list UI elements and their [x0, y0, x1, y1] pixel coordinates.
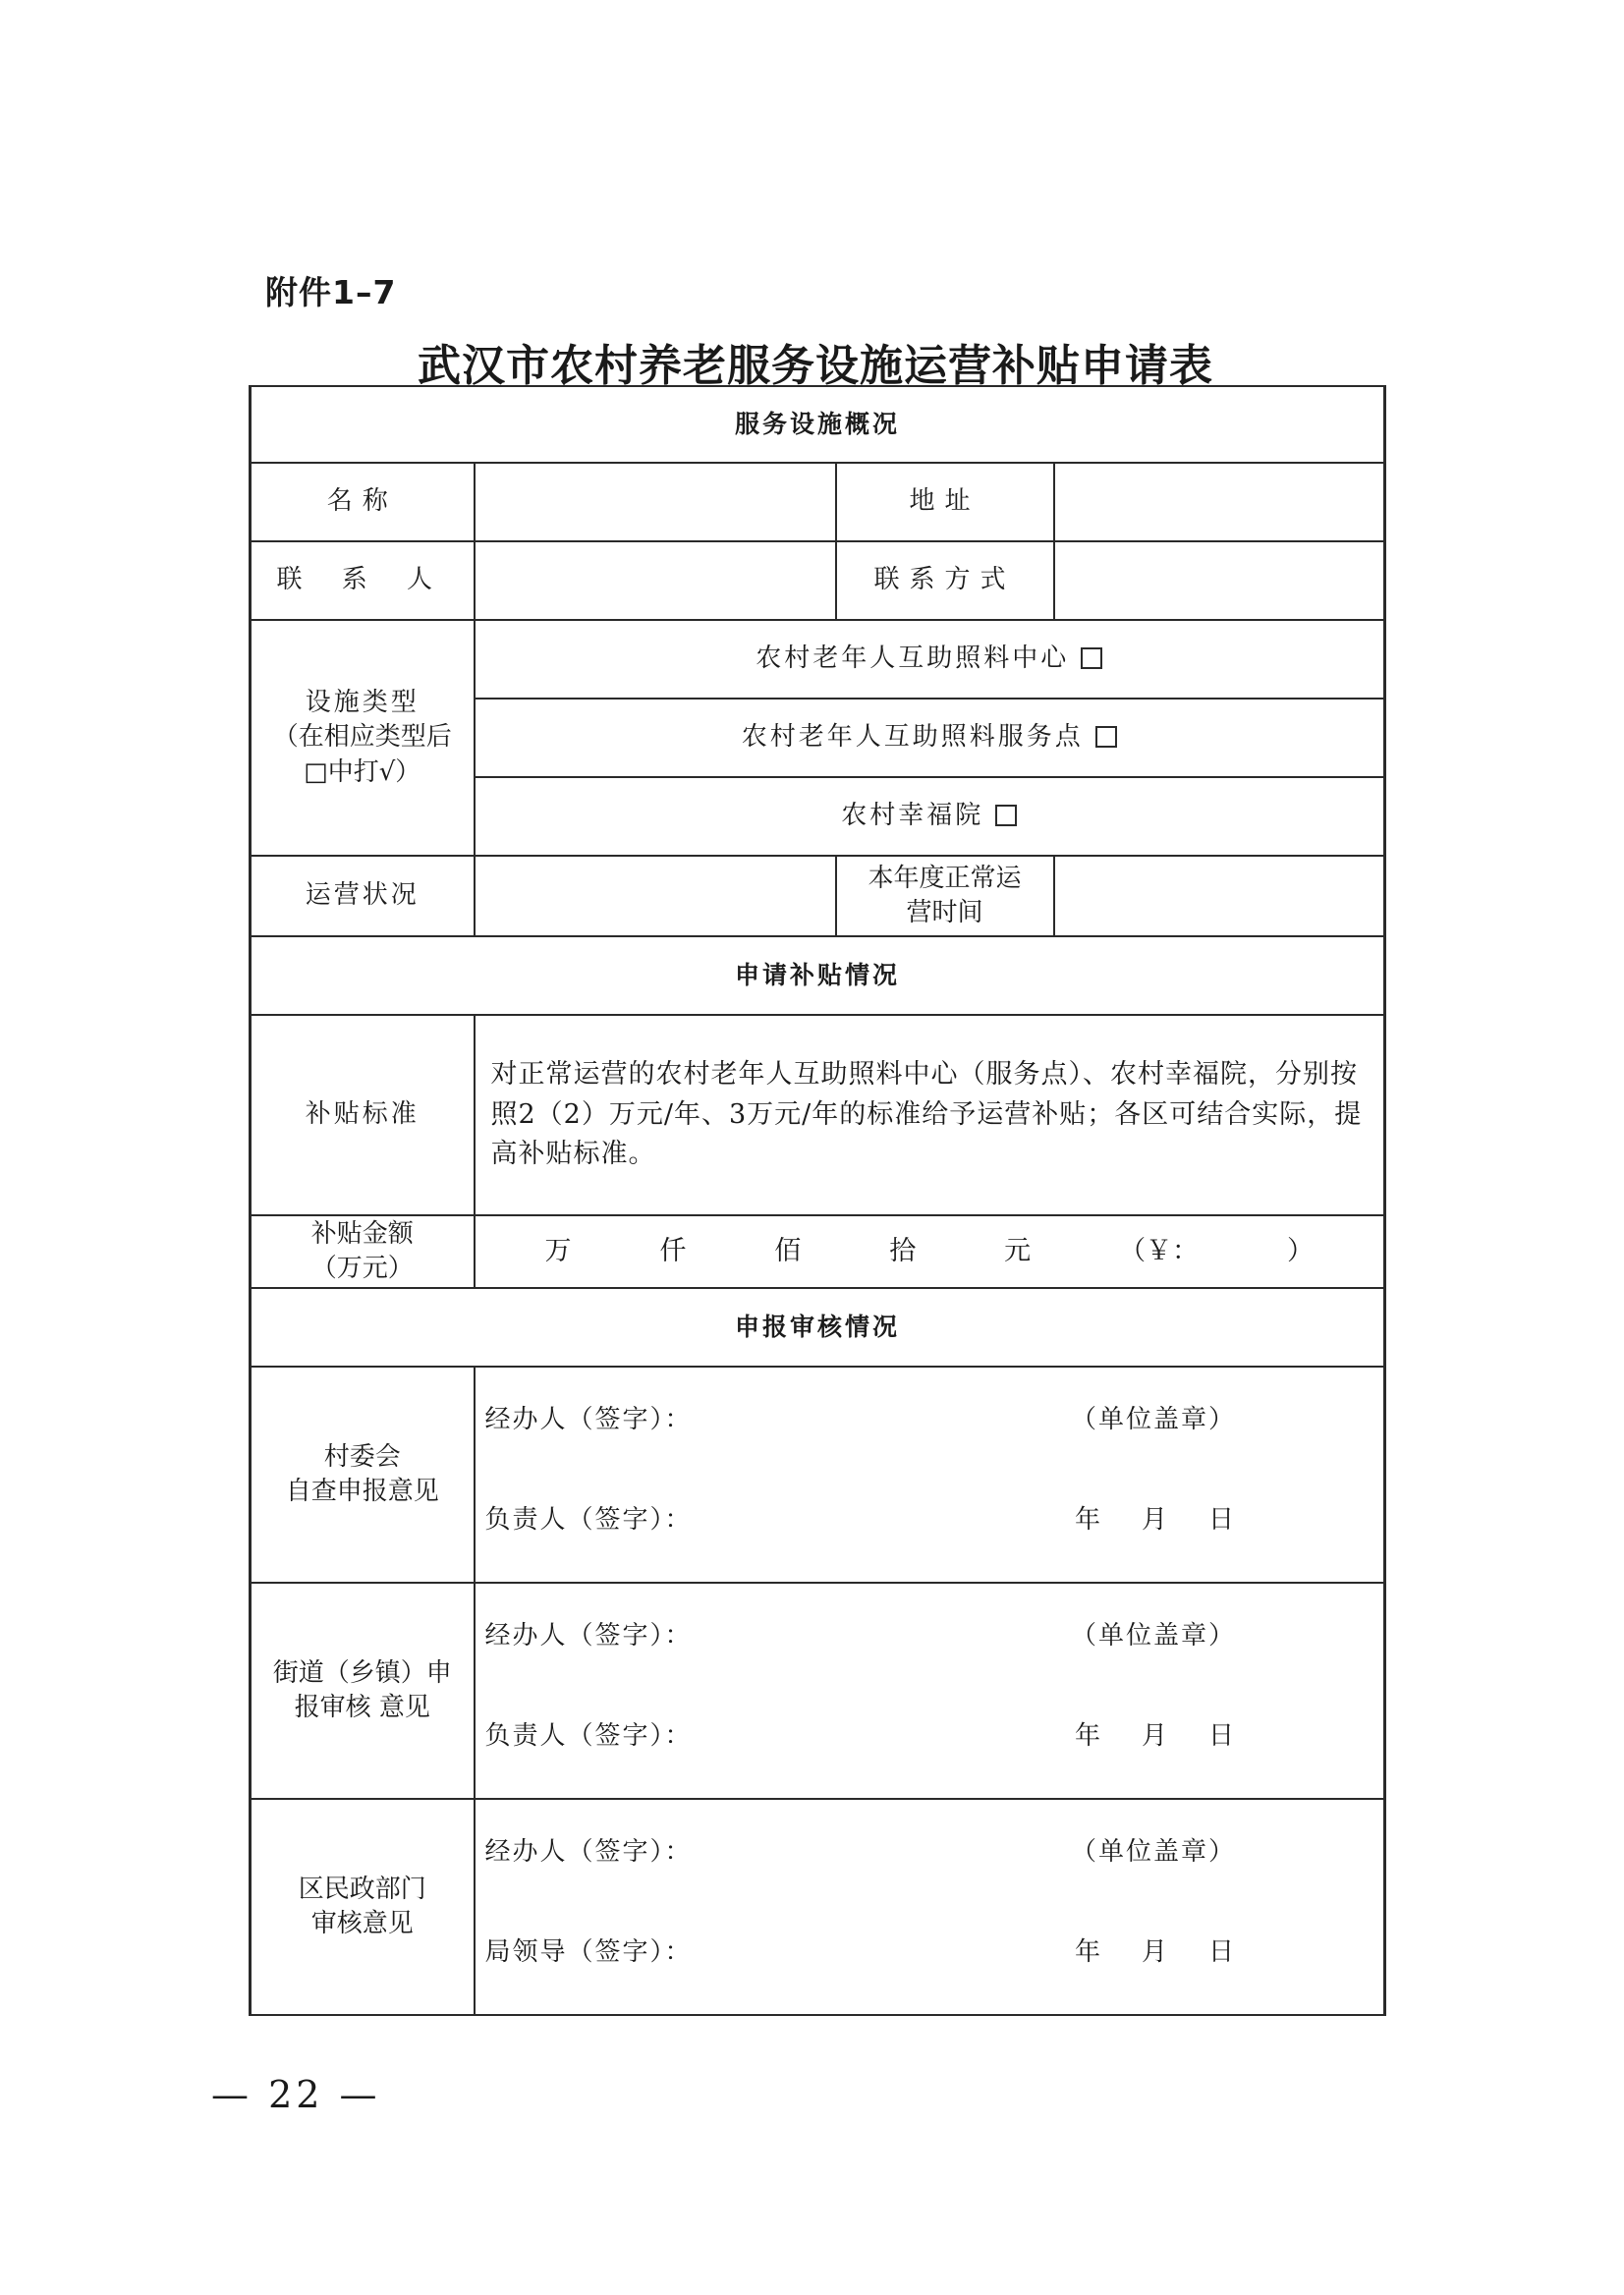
review-label-line: 审核意见 — [310, 1909, 414, 1938]
review-label-line: 区民政部门 — [298, 1874, 426, 1904]
amount-unit-bai: 佰 — [774, 1235, 802, 1266]
review-label-village — [251, 1367, 475, 1583]
subsidy-amount-label — [251, 1215, 475, 1288]
responsible-signature-label: 负责人（签字）： — [484, 1505, 693, 1535]
date-month: 月 — [1141, 1937, 1169, 1967]
contact-method-label: 联系方式 — [836, 541, 1054, 620]
facility-type-option-label: 农村幸福院 — [841, 801, 984, 831]
date-month: 月 — [1141, 1721, 1169, 1751]
date-day: 日 — [1208, 1721, 1237, 1751]
amount-yen-close: ） — [1286, 1235, 1314, 1266]
facility-type-option-label: 农村老年人互助照料服务点 — [741, 722, 1084, 753]
amount-unit-wan: 万 — [544, 1235, 572, 1266]
amount-unit-yuan: 元 — [1004, 1235, 1032, 1266]
date-day: 日 — [1208, 1505, 1237, 1535]
section-facility-overview: 服务设施概况 — [251, 386, 1385, 463]
subsidy-amount-label-line: 补贴金额 — [310, 1218, 414, 1249]
normal-operation-time-label-line: 本年度正常运 — [868, 863, 1022, 893]
section-review: 申报审核情况 — [251, 1288, 1385, 1367]
facility-type-option-happiness-home[interactable] — [475, 777, 1385, 856]
facility-type-label-line: 设施类型 — [305, 688, 420, 718]
handler-signature-label: 经办人（签字）： — [484, 1405, 693, 1434]
normal-operation-time-label — [836, 856, 1054, 936]
checkbox-happiness-home[interactable] — [995, 805, 1017, 826]
contact-person-field[interactable] — [475, 541, 836, 620]
subsidy-standard-text: 对正常运营的农村老年人互助照料中心（服务点）、农村幸福院，分别按照2（2）万元/年、3万元/年的标准给予运营补贴；各区可结合实际，提高补贴标准。 — [475, 1015, 1385, 1215]
contact-person-label: 联 系 人 — [251, 541, 475, 620]
facility-type-option-center[interactable] — [475, 620, 1385, 699]
review-sign-district[interactable] — [475, 1799, 1385, 2015]
amount-yen-open: （￥： — [1119, 1235, 1200, 1266]
normal-operation-time-field[interactable] — [1054, 856, 1385, 936]
checkbox-service-point[interactable] — [1095, 726, 1117, 748]
subsidy-standard-label: 补贴标准 — [251, 1015, 475, 1215]
document-title: 武汉市农村养老服务设施运营补贴申请表 — [418, 341, 1213, 391]
amount-unit-qian: 仟 — [659, 1235, 687, 1266]
page-number: — 22 — — [211, 2073, 381, 2116]
handler-signature-label: 经办人（签字）： — [484, 1837, 693, 1867]
amount-unit-shi: 拾 — [889, 1235, 917, 1266]
review-sign-village[interactable] — [475, 1367, 1385, 1583]
date-fields — [1075, 1503, 1236, 1538]
responsible-signature-label: 负责人（签字）： — [484, 1721, 693, 1751]
date-year: 年 — [1074, 1937, 1102, 1967]
review-label-street — [251, 1583, 475, 1799]
facility-type-option-service-point[interactable] — [475, 699, 1385, 777]
contact-method-field[interactable] — [1054, 541, 1385, 620]
attachment-label: 附件1–7 — [265, 273, 397, 311]
review-sign-street[interactable] — [475, 1583, 1385, 1799]
application-form-table — [249, 385, 1386, 2016]
facility-type-option-label: 农村老年人互助照料中心 — [756, 644, 1070, 674]
review-label-line: 街道（乡镇）申 — [272, 1657, 452, 1688]
date-fields — [1075, 1935, 1236, 1970]
operation-status-field[interactable] — [475, 856, 836, 936]
subsidy-amount-field[interactable] — [475, 1215, 1385, 1288]
facility-type-label-line: □中打√） — [304, 756, 421, 787]
amount-unit-row — [481, 1234, 1378, 1269]
date-day: 日 — [1208, 1937, 1237, 1967]
review-label-district — [251, 1799, 475, 2015]
date-year: 年 — [1074, 1505, 1102, 1535]
date-year: 年 — [1074, 1721, 1102, 1751]
unit-stamp-label: （单位盖章） — [1071, 1405, 1237, 1434]
subsidy-amount-label-line: （万元） — [310, 1254, 414, 1283]
section-subsidy-application: 申请补贴情况 — [251, 936, 1385, 1015]
leader-signature-label: 局领导（签字）： — [484, 1937, 693, 1967]
review-label-line: 村委会 — [323, 1441, 401, 1472]
review-label-line: 自查申报意见 — [285, 1477, 439, 1506]
unit-stamp-label: （单位盖章） — [1071, 1621, 1237, 1651]
name-label: 名称 — [251, 463, 475, 541]
address-field[interactable] — [1054, 463, 1385, 541]
checkbox-center[interactable] — [1081, 647, 1102, 669]
normal-operation-time-label-line: 营时间 — [906, 898, 983, 927]
handler-signature-label: 经办人（签字）： — [484, 1621, 693, 1651]
operation-status-label: 运营状况 — [251, 856, 475, 936]
date-fields — [1075, 1719, 1236, 1754]
unit-stamp-label: （单位盖章） — [1071, 1837, 1237, 1867]
review-label-line: 报审核 意见 — [294, 1693, 430, 1722]
facility-type-label — [251, 620, 475, 856]
date-month: 月 — [1141, 1505, 1169, 1535]
facility-type-label-line: （在相应类型后 — [272, 722, 452, 753]
name-field[interactable] — [475, 463, 836, 541]
address-label: 地址 — [836, 463, 1054, 541]
